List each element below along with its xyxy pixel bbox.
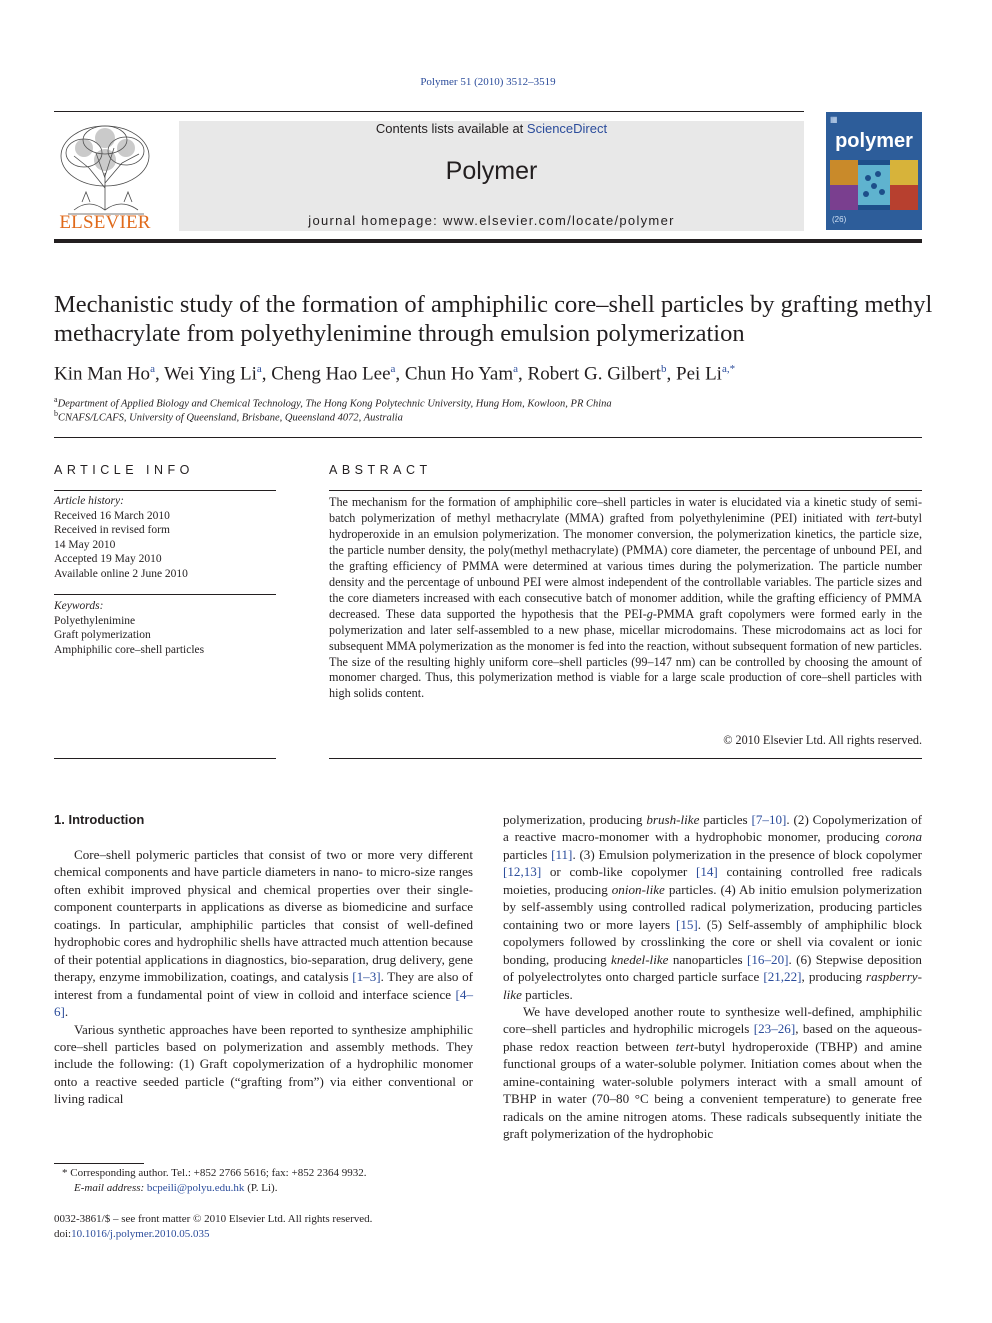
doi-link[interactable]: 10.1016/j.polymer.2010.05.035 [71, 1228, 210, 1240]
contents-line [179, 121, 804, 136]
introduction-heading: 1. Introduction [54, 812, 145, 827]
cover-mark: (26) [832, 215, 847, 224]
text-run: or comb-like copolymer [541, 864, 696, 880]
article-history-label: Article history: [54, 495, 124, 507]
history-item: Received in revised form [54, 524, 170, 536]
keywords-label: Keywords: [54, 600, 104, 612]
reference-link[interactable]: [4–6] [54, 986, 473, 1020]
author-name: Robert G. Gilbert [527, 363, 662, 385]
journal-cover [826, 112, 922, 230]
author-name: Chun Ho Yam [404, 363, 514, 385]
text-run: . (5) Self-assembly of amphiphilic block copolymers followed by crosslinking the core or shell via covalent or ionic bonding, producing [503, 916, 923, 967]
abstract-part: -butyl hydroperoxide in an emulsion polymerization. The monomer conversion, the polymerization kinetics, the particle size, the particle number density, the poly(methyl methacrylate) (PMMA) core diameter, the percentage of unbound PEI, and the grafting efficiency of PMMA were determined at various times during the polymerization. The particle number density and the percentage of unbound PEI were almost independent of the controllable variables. The particle sizes and the core diameters increased with each consecutive batch of monomer addition, while the grafting efficiency of PMMA decreased. These data supported the hypothesis that the PEI- [329, 510, 922, 621]
section-rule [54, 437, 922, 438]
page-footer [54, 1212, 554, 1242]
text-run: , based on the aqueous-phase redox reaction between [503, 1021, 922, 1054]
intro-paragraph-3 [503, 1003, 922, 1143]
keyword-item: Polyethylenimine [54, 614, 136, 627]
reference-link[interactable]: [7–10] [751, 812, 787, 827]
text-run: . (2) Copolymerization of a reactive macro-monomer with a hydrophobic monomer, producing [503, 812, 922, 845]
intro-paragraph-1 [54, 846, 473, 1021]
article-info-bottom-rule [54, 758, 276, 759]
text-run: nanoparticles [668, 951, 748, 967]
cover-title: polymer [835, 130, 913, 152]
abstract-part: -PMMA graft copolymers were formed early in the polymerization and later self-assembled to a new phase, micellar microdomains. These microdomains act as loci for subsequent MMA polymerization as the monomer is fed into the reaction, without subsequent formation of new particles. The size of the resulting highly uniform core–shell particles (99–147 nm) can be controlled by choosing the amount of monomer charged. Thus, this polymerization method is viable for a large scale production of core–shell particles with high solids content. [329, 606, 923, 701]
elsevier-wordmark: ELSEVIER [59, 212, 151, 233]
author-affiliation-marker[interactable]: a [390, 363, 396, 375]
journal-name: Polymer [445, 157, 538, 185]
cover-image-icon [830, 160, 918, 210]
sciencedirect-link[interactable]: ScienceDirect [526, 121, 608, 136]
text-run: , producing [801, 969, 866, 985]
keyword-item: Amphiphilic core–shell particles [54, 643, 205, 656]
author-name: Kin Man Ho [54, 363, 151, 385]
journal-masthead [179, 121, 804, 231]
header-rule [54, 111, 804, 112]
masthead-rule [54, 239, 922, 243]
contents-prefix: Contents lists available at [375, 121, 527, 136]
article-history [54, 494, 276, 581]
keywords-rule [54, 594, 276, 595]
email-label: E-mail address: [74, 1182, 147, 1194]
text-run: polymerization, producing [503, 812, 647, 827]
abstract-part: The mechanism for the formation of amphiphilic core–shell particles in water is elucidated via a kinetic study of semi-batch polymerization of methyl methacrylate (MMA) grafted from polyethylenimine (PEI) initiated with [329, 495, 922, 525]
affiliation-a [54, 395, 612, 410]
affiliation-a-marker: a [54, 395, 58, 404]
text-run: . They are also of interest from a fundamental point of view in colloid and interface science [54, 969, 473, 1002]
article-info-heading: ARTICLE INFO [54, 463, 194, 477]
doi-line [54, 1227, 554, 1242]
italic-term: knedel-like [611, 951, 669, 967]
affiliation-b-marker: b [54, 409, 58, 418]
intro-paragraph-2-cont [503, 811, 922, 1003]
italic-term: brush-like [646, 812, 700, 827]
corresponding-author: * Corresponding author. Tel.: +852 2766 5616; fax: +852 2364 9932. [62, 1167, 367, 1179]
front-matter: 0032-3861/$ – see front matter © 2010 Elsevier Ltd. All rights reserved. [54, 1213, 373, 1225]
abstract-italic: g [646, 606, 653, 621]
text-run: Various synthetic approaches have been reported to synthesize amphiphilic core–shell particles based on polymerization and assembly methods. They include the following: (1) Graft copolymerization of a hydrophilic monomer onto a reactive seeded particle (“grafting from”) via either conventional or living radical [54, 1021, 473, 1107]
text-run: . [64, 1004, 69, 1020]
reference-link[interactable]: [1–3] [352, 969, 381, 985]
abstract-rule [329, 490, 922, 491]
text-run: -butyl hydroperoxide (TBHP) and amine functional groups of a water-soluble polymer. Initiation comes about when the amine-containing water-soluble polymers interact with a small amount of TBHP in water (70–80 °C being a convenient temperature) to generate free radicals on the amine nitrogen atoms. These radicals subsequently initiate the graft polymerization of the hydrophobic [503, 1038, 922, 1142]
text-run: containing controlled free radicals moieties, producing [503, 864, 922, 897]
italic-term: raspberry-like [503, 969, 922, 1002]
footnote [54, 1166, 474, 1196]
text-run: particles. [521, 986, 573, 1002]
history-item: Received 16 March 2010 [54, 509, 170, 522]
right-column [503, 811, 922, 1143]
text-run: . (3) Emulsion polymerization in the presence of block copolymer [572, 846, 923, 862]
intro-paragraph-2 [54, 1021, 473, 1108]
italic-term: onion-like [611, 881, 665, 897]
keywords [54, 599, 276, 657]
reference-link[interactable]: [12,13] [503, 864, 542, 880]
text-run: We have developed another route to synthesize well-defined, amphiphilic core–shell particles and hydrophilic microgels [503, 1003, 922, 1037]
reference-link[interactable]: [11] [551, 846, 573, 862]
author-affiliation-marker[interactable]: a [256, 363, 262, 375]
left-column [54, 846, 473, 1108]
footnote-rule [54, 1163, 144, 1164]
author-name: Wei Ying Li [164, 363, 257, 385]
italic-term: corona [885, 829, 922, 845]
journal-homepage[interactable]: journal homepage: www.elsevier.com/locate/polymer [308, 213, 675, 228]
journal-citation[interactable]: Polymer 51 (2010) 3512–3519 [420, 76, 556, 88]
article-title: Mechanistic study of the formation of amphiphilic core–shell particles by grafting methyl methacrylate from polyethylenimine through emulsion polymerization [54, 291, 933, 347]
abstract-copyright: © 2010 Elsevier Ltd. All rights reserved. [723, 733, 922, 747]
doi-prefix: doi: [54, 1228, 72, 1240]
italic-term: tert [675, 1038, 694, 1054]
affiliation-a-text: Department of Applied Biology and Chemical Technology, The Hong Kong Polytechnic University, Hung Hom, Kowloon, PR China [57, 398, 612, 410]
author-affiliation-marker[interactable]: b [661, 363, 667, 375]
email-suffix: (P. Li). [244, 1182, 278, 1194]
author-affiliation-marker[interactable]: a,* [721, 363, 736, 375]
author-name: Pei Li [676, 363, 722, 385]
cover-code: ▦ [830, 115, 838, 124]
abstract-text [329, 495, 922, 702]
abstract-bottom-rule [329, 758, 922, 759]
reference-link[interactable]: [23–26] [753, 1021, 796, 1037]
abstract-italic: tert [875, 510, 893, 525]
history-item: 14 May 2010 [54, 538, 116, 551]
author-affiliation-marker[interactable]: a [513, 363, 519, 375]
text-run: particles [699, 812, 752, 827]
text-run: particles [503, 846, 552, 862]
article-info-rule [54, 490, 276, 491]
reference-link[interactable]: [14] [695, 864, 718, 880]
history-item: Available online 2 June 2010 [54, 567, 188, 580]
email-line [54, 1181, 474, 1196]
text-run: Core–shell polymeric particles that consist of two or more very different chemical components and have particle diameters in nano- to micro-size ranges often exhibit improved physical and chemical properties over their single-component counterparts in applications as diverse as biomedicine and surface coatings. In particular, amphiphilic particles that consist of well-defined hydrophobic cores and hydrophilic shells have attracted much attention because of their potential applications in diagnostics, bio-separation, drug delivery, gene therapy, enzyme immobilization, coatings, and catalysis [54, 847, 473, 985]
history-item: Accepted 19 May 2010 [54, 553, 162, 565]
keyword-item: Graft polymerization [54, 629, 151, 641]
abstract-heading: ABSTRACT [329, 463, 432, 477]
affiliation-b-text: CNAFS/LCAFS, University of Queensland, Brisbane, Queensland 4072, Australia [58, 412, 403, 424]
text-run: . (6) Stepwise deposition of polyelectrolytes onto charged particle surface [503, 951, 922, 985]
affiliation-b [54, 409, 403, 424]
text-run: particles. (4) Ab initio emulsion polymerization by self-assembly using controlled radical polymerization, producing particles containing two or more layers [503, 881, 922, 932]
email-link[interactable]: bcpeili@polyu.edu.hk [146, 1182, 245, 1194]
author-name: Cheng Hao Lee [271, 363, 391, 385]
author-affiliation-marker[interactable]: a [150, 363, 155, 375]
reference-link[interactable]: [15] [675, 916, 698, 932]
author-list: Kin Man Ho$^a$, Wei Ying Li$^a$, Cheng Hao Lee$^a$, Chun Ho Yam$^a$, Robert G. Gilbert$^b$, Pei $Li^{a,*}$ [54, 363, 736, 385]
reference-link[interactable]: [16–20] [747, 951, 789, 967]
reference-link[interactable]: [21,22] [763, 969, 802, 985]
